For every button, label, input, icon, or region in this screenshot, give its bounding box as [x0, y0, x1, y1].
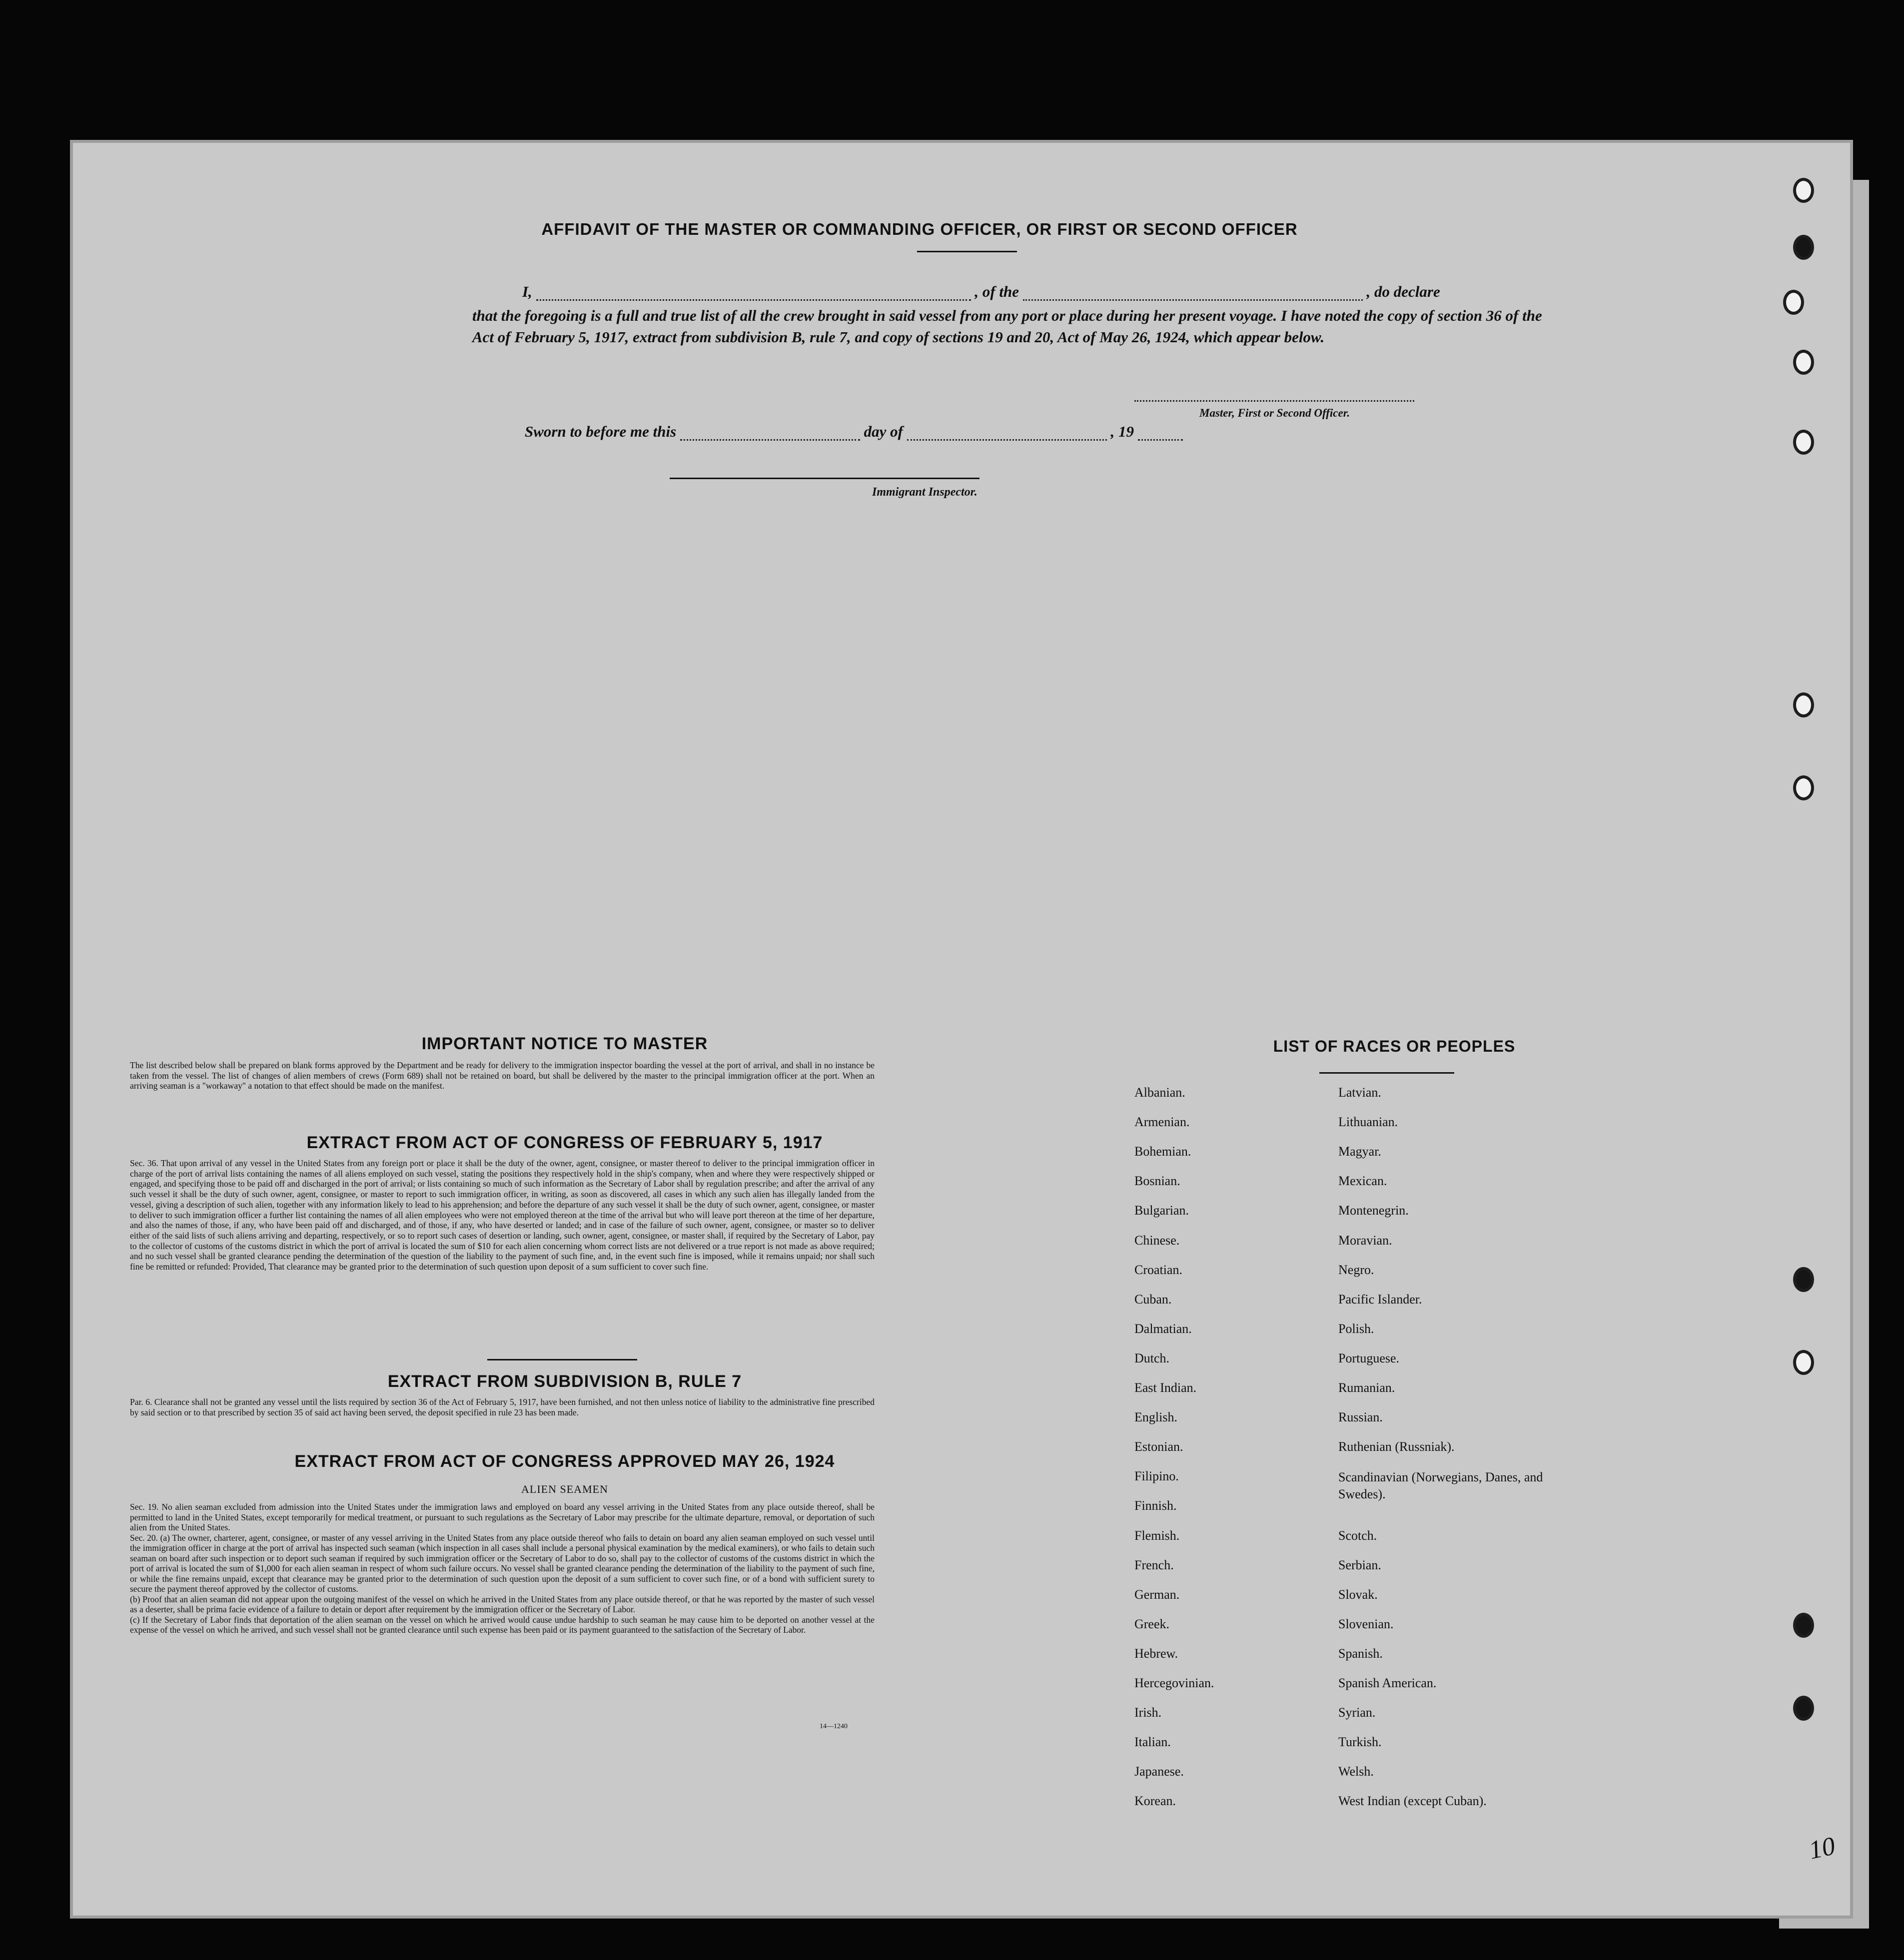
inspector-signature-line[interactable] — [670, 478, 979, 479]
extract-1924-title: EXTRACT FROM ACT OF CONGRESS APPROVED MAY 26, 1924 — [294, 1452, 835, 1471]
race-item: Pacific Islander. — [1338, 1292, 1422, 1307]
race-item: Moravian. — [1338, 1233, 1392, 1248]
race-item: Armenian. — [1134, 1115, 1190, 1130]
race-item: Polish. — [1338, 1321, 1374, 1336]
race-item: Hercegovinian. — [1134, 1676, 1214, 1690]
race-item: Cuban. — [1134, 1292, 1172, 1307]
race-item: Bulgarian. — [1134, 1203, 1189, 1218]
race-item: Albanian. — [1134, 1085, 1185, 1100]
affidavit-declare-label: , do declare — [1366, 283, 1440, 300]
extract-1917-body: Sec. 36. That upon arrival of any vessel in the United States from any foreign port or place it shall be the duty of the owner, agent, consignee, or master thereof to deliver to the principal immigration officer in charge of the port of arrival lists containing the names of all aliens employed on such vessel, stating the positions they respectively hold in the ship's company, when and where they were respectively shipped or engaged, and specifying those to be paid off and discharged in the port of arrival; or lists containing so much of such information as the Secretary of Labor shall by regulation prescribe; and after the arrival of any such vessel it shall be the duty of such owner, agent, consignee, or master to report to such immigration officer, in writing, as soon as discovered, all cases in which any such alien has illegally landed from the vessel, giving a description of such alien, together with any information likely to lead to his apprehension; and before the departure of any such vessel it shall be the duty of such owner, agent, consignee, or master to deliver to such immigration officer a further list containing the names of all alien employees who were not employed thereon at the time of the arrival but who will leave port thereon at the time of her departure, and also the names of those, if any, who have been paid off and discharged, and of those, if any, who have deserted or landed; and in case of the failure of such owner, agent, consignee, or master so to deliver either of the said lists of such aliens arriving and departing, respectively, or so to report such cases of desertion or landing, such owner, agent, consignee, or master shall, if required by the Secretary of Labor, pay to the collector of customs of the customs district in which the port of arrival is located the sum of $10 for each alien concerning whom correct lists are not delivered or a true report is not made as above required; and no such vessel shall be granted clearance pending the determination of the question of the liability to the payment of such fine, and, in the event such fine is imposed, while it remains unpaid; nor shall such fine be remitted or refunded: Provided, That clearance may be granted prior to the determination of such question upon deposit of a sum sufficient to cover such fine. — [130, 1158, 875, 1272]
sworn-day-label: day of — [864, 423, 903, 440]
race-item: Scotch. — [1338, 1528, 1377, 1543]
master-signature-line[interactable] — [1134, 399, 1414, 402]
sworn-prefix: Sworn to before me this — [525, 423, 677, 440]
binder-hole — [1793, 1696, 1814, 1721]
declarant-name-field[interactable] — [536, 284, 971, 301]
race-item: Turkish. — [1338, 1735, 1382, 1750]
vessel-name-field[interactable] — [1023, 284, 1363, 301]
race-item: Spanish. — [1338, 1646, 1383, 1661]
race-item: Bosnian. — [1134, 1174, 1180, 1189]
race-item: East Indian. — [1134, 1380, 1197, 1395]
race-item: Flemish. — [1134, 1528, 1180, 1543]
document-sheet — [70, 140, 1853, 1919]
race-item: Irish. — [1134, 1705, 1162, 1720]
binder-hole — [1793, 692, 1814, 717]
race-item: Bohemian. — [1134, 1144, 1191, 1159]
races-title-underline — [1319, 1072, 1454, 1074]
race-item: English. — [1134, 1410, 1177, 1425]
affidavit-title: AFFIDAVIT OF THE MASTER OR COMMANDING OFFICER, OR FIRST OR SECOND OFFICER — [541, 220, 1298, 238]
race-item: Finnish. — [1134, 1498, 1177, 1513]
race-item: Negro. — [1338, 1262, 1374, 1277]
race-item: Montenegrin. — [1338, 1203, 1409, 1218]
binder-hole — [1793, 1350, 1814, 1375]
race-item: Welsh. — [1338, 1764, 1374, 1779]
form-number: 14—1240 — [820, 1723, 848, 1730]
inspector-signature-label: Immigrant Inspector. — [872, 486, 977, 499]
race-item: Dalmatian. — [1134, 1321, 1192, 1336]
sworn-month-field[interactable] — [907, 424, 1107, 441]
binder-hole — [1793, 350, 1814, 375]
races-title: LIST OF RACES OR PEOPLES — [1273, 1037, 1516, 1055]
sworn-year-label: , 19 — [1110, 423, 1134, 440]
extract-1917-title: EXTRACT FROM ACT OF CONGRESS OF FEBRUARY 5, 1917 — [306, 1133, 823, 1152]
race-item: Korean. — [1134, 1794, 1176, 1809]
extract-1924-subtitle: ALIEN SEAMEN — [521, 1483, 608, 1495]
race-item: Hebrew. — [1134, 1646, 1178, 1661]
section-19-text: Sec. 19. No alien seaman excluded from admission into the United States under the immigration laws and employed on board any vessel arriving in the United States from any place outside thereof, shall be permitted to land in the United States, except temporarily for medical treatment, or pursuant to such regulations as the Secretary of Labor may prescribe for the ultimate departure, removal, or deportation of such alien from the United States. — [130, 1502, 875, 1532]
affidavit-body: that the foregoing is a full and true list of all the crew brought in said vessel from any port or place during her present voyage. I have noted the copy of section 36 of the Act of February 5, 1917, extract from subdivision B, rule 7, and copy of sections 19 and 20, Act of May 26, 1924, which appear below. — [472, 307, 1542, 346]
notice-body: The list described below shall be prepared on blank forms approved by the Department and be ready for delivery to the immigration inspector boarding the vessel at the port of arrival, and shall in no instance be taken from the vessel. The list of changes of alien members of crews (Form 689) shall not be retained on board, but shall be delivered by the master to the principal immigration officer at the port. When an arriving seaman is a "workaway" a notation to that effect should be made on the manifest. — [130, 1060, 875, 1091]
sworn-day-field[interactable] — [680, 424, 860, 441]
race-item: Japanese. — [1134, 1764, 1184, 1779]
race-item: Croatian. — [1134, 1262, 1183, 1277]
affidavit-i-label: I, — [522, 283, 532, 300]
handwritten-page-number: 10 — [1806, 1832, 1838, 1865]
affidavit-first-line — [522, 283, 1552, 301]
affidavit-of-label: , of the — [974, 283, 1019, 300]
race-item: Estonian. — [1134, 1439, 1183, 1454]
master-signature-label: Master, First or Second Officer. — [1199, 407, 1350, 419]
binder-hole — [1793, 430, 1814, 455]
notice-title: IMPORTANT NOTICE TO MASTER — [421, 1034, 708, 1053]
race-item: Dutch. — [1134, 1350, 1170, 1365]
section-20a-text: Sec. 20. (a) The owner, charterer, agent, consignee, or master of any vessel arriving in the United States from any place outside thereof who fails to detain on board any alien seaman employed on such vessel until the immigration officer in charge at the port of arrival has inspected such seaman (which inspection in all cases shall include a personal physical examination by the medical examiners), or who fails to detain such seaman on board after such inspection or to deport such seaman if required by such immigration officer or the Secretary of Labor to do so, shall pay to the collector of customs of the customs district in which the port of arrival is located the sum of $1,000 for each alien seaman in respect of whom such failure occurs. No vessel shall be granted clearance pending the determination of the liability to the payment of such fine, or while the fine remains unpaid, except that clearance may be granted prior to the determination of such question upon the deposit of a sum sufficient to cover such fine, or of a bond with sufficient surety to secure the payment thereof approved by the collector of customs. — [130, 1532, 875, 1594]
binder-hole — [1793, 235, 1814, 260]
race-item: Syrian. — [1338, 1705, 1376, 1720]
binder-hole — [1793, 775, 1814, 800]
race-item: Slovak. — [1338, 1587, 1378, 1602]
title-underline — [917, 251, 1017, 252]
race-item: Portuguese. — [1338, 1350, 1400, 1365]
race-item: Rumanian. — [1338, 1380, 1395, 1395]
extract-rule7-body: Par. 6. Clearance shall not be granted any vessel until the lists required by section 36 of the Act of February 5, 1917, have been furnished, and not then unless notice of liability to the administrative fine prescribed by said section or to that prescribed by section 35 of said act having been served, the deposit specified in rule 23 has been made. — [130, 1397, 875, 1417]
race-item: Spanish American. — [1338, 1676, 1437, 1690]
race-item: Latvian. — [1338, 1085, 1381, 1100]
race-item: Greek. — [1134, 1616, 1170, 1631]
race-item: Magyar. — [1338, 1144, 1381, 1159]
race-item: West Indian (except Cuban). — [1338, 1794, 1487, 1809]
race-item: Scandinavian (Norwegians, Danes, and Swedes). — [1338, 1470, 1543, 1502]
race-item: Russian. — [1338, 1410, 1383, 1425]
race-item: German. — [1134, 1587, 1180, 1602]
race-item: Ruthenian (Russniak). — [1338, 1439, 1455, 1454]
binder-hole — [1783, 290, 1804, 315]
binder-hole — [1793, 1267, 1814, 1292]
race-item: Slovenian. — [1338, 1616, 1394, 1631]
extract-rule7-title: EXTRACT FROM SUBDIVISION B, RULE 7 — [387, 1372, 742, 1391]
race-item: Serbian. — [1338, 1557, 1381, 1572]
sworn-year-field[interactable] — [1138, 424, 1183, 441]
extract-1924-body — [130, 1502, 875, 1635]
race-item: French. — [1134, 1557, 1174, 1572]
section-20b-text: (b) Proof that an alien seaman did not appear upon the outgoing manifest of the vessel on which he arrived in the United States from any place outside thereof, or that he was reported by the master of such vessel as a deserter, shall be prima facie evidence of a failure to detain or deport after requirement by the immigration officer or the Secretary of Labor. — [130, 1594, 875, 1614]
section-20c-text: (c) If the Secretary of Labor finds that deportation of the alien seaman on the vessel on which he arrived would cause undue hardship to such seaman he may cause him to be deported on another vessel at the expense of the vessel on which he arrived, and such vessel shall not be granted clearance until such expense has been paid or its payment guaranteed to the satisfaction of the Secretary of Labor. — [130, 1614, 875, 1635]
race-item: Chinese. — [1134, 1233, 1180, 1248]
race-item: Filipino. — [1134, 1469, 1179, 1484]
race-item: Mexican. — [1338, 1174, 1387, 1189]
race-item: Italian. — [1134, 1735, 1171, 1750]
sworn-line — [525, 423, 1183, 441]
binder-hole — [1793, 1613, 1814, 1638]
race-item: Lithuanian. — [1338, 1115, 1398, 1130]
binder-hole — [1793, 178, 1814, 203]
section-divider — [487, 1359, 637, 1360]
